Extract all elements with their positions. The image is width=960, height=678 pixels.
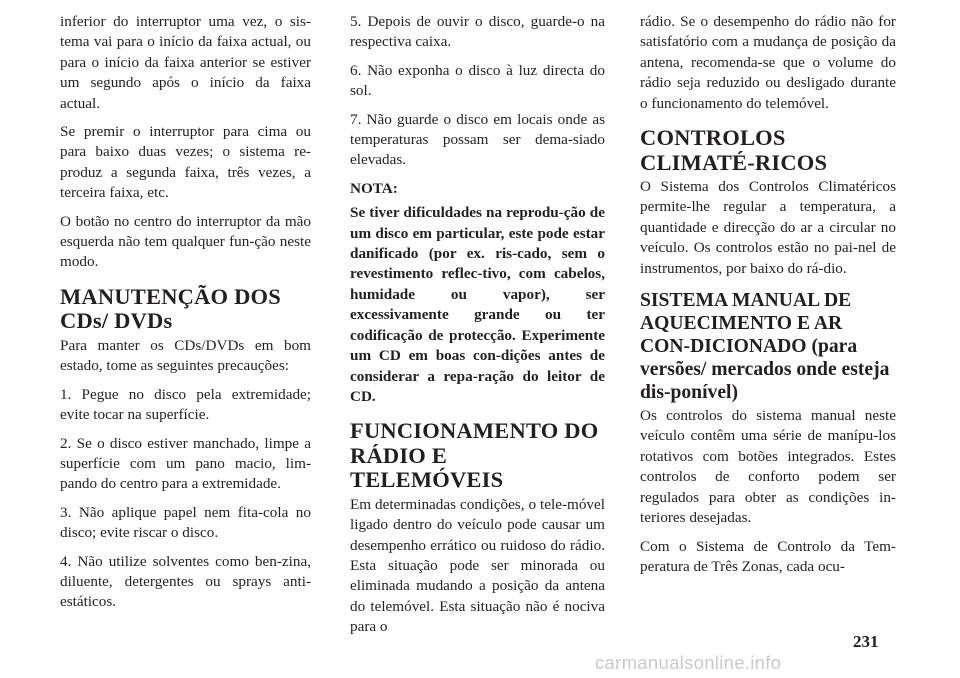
section-heading: CONTROLOS CLIMATÉ-RICOS — [640, 125, 828, 175]
paragraph: O botão no centro do interruptor da mão esquerda não tem qualquer fun-ção neste modo. — [60, 212, 311, 271]
list-item: 5. Depois de ouvir o disco, guarde-o na respectiva caixa. — [350, 13, 605, 51]
paragraph: inferior do interruptor uma vez, o sis-tema vai para o início da faixa actual, ou para o início da faixa anterior se estiver um segundo após o início da faixa actual. — [60, 13, 311, 112]
list-item: 6. Não exponha o disco à luz directa do sol. — [350, 61, 605, 100]
paragraph: Para manter os CDs/DVDs em bom estado, tome as seguintes precauções: — [60, 336, 311, 375]
column-left — [60, 12, 311, 621]
list-item: 7. Não guarde o disco em locais onde as temperaturas possam ser dema-siado elevadas. — [350, 110, 605, 169]
paragraph: rádio. Se o desempenho do rádio não for satisfatório com a mudança de posição da antena, recomenda-se que o volume do rádio seja reduzido ou desligado durante o funcionamento do telemóvel. — [640, 13, 896, 112]
note-label: NOTA: — [350, 179, 398, 197]
subsection-heading: SISTEMA MANUAL DE AQUECIMENTO E AR CON-DICIONADO (para versões/ mercados onde esteja dis-ponível) — [640, 290, 890, 404]
section-heading: MANUTENÇÃO DOS CDs/ DVDs — [60, 283, 281, 334]
paragraph: Os controlos do sistema manual neste veículo contêm uma série de manípu-los rotativos com botões integrados. Estes controlos de conforto podem ser regulados para obter as condições in-teriores desejadas. — [640, 407, 896, 527]
note-text: Se tiver dificuldades na reprodu-ção de um disco em particular, este pode estar danificado (por ex. ris-cado, sem o revestimento reflec-tivo, com cabelos, humidade ou vapor), ser excessivamente grande ou ter codificação de protecção. Experimente um CD em boas con-dições antes de considerar a repa-ração do leitor de CD. — [350, 204, 605, 405]
paragraph: Com o Sistema de Controlo da Tem-peratura de Três Zonas, cada ocu- — [640, 537, 896, 575]
list-item: 1. Pegue no disco pela extremidade; evite tocar na superfície. — [60, 385, 311, 424]
paragraph: Se premir o interruptor para cima ou para baixo duas vezes; o sistema re-produz a segunda faixa, três vezes, a terceira faixa, etc. — [60, 123, 311, 202]
column-right — [640, 12, 896, 585]
section-heading: FUNCIONAMENTO DO RÁDIO E TELEMÓVEIS — [350, 418, 599, 493]
list-item: 3. Não aplique papel nem fita-cola no disco; evite riscar o disco. — [60, 503, 311, 542]
list-item: 4. Não utilize solventes como ben-zina, diluente, detergentes ou sprays anti-estáticos. — [60, 552, 311, 611]
column-middle — [350, 12, 605, 646]
paragraph: O Sistema dos Controlos Climatéricos permite-lhe regular a temperatura, a quantidade e direcção do ar a circular no veículo. Os controlos estão no pai-nel de instrumentos, por baixo do rá-dio. — [640, 178, 896, 277]
paragraph: Em determinadas condições, o tele-móvel ligado dentro do veículo pode causar um desempenho errático ou ruidoso do rádio. Esta situação pode ser minorada ou eliminada mudando a posição da antena do telemóvel. Esta situação não é nociva para o — [350, 495, 605, 636]
page-number: 231 — [853, 632, 879, 651]
watermark: carmanualsonline.info — [595, 652, 782, 673]
list-item: 2. Se o disco estiver manchado, limpe a superfície com um pano macio, lim-pando do centro para a extremidade. — [60, 434, 311, 493]
